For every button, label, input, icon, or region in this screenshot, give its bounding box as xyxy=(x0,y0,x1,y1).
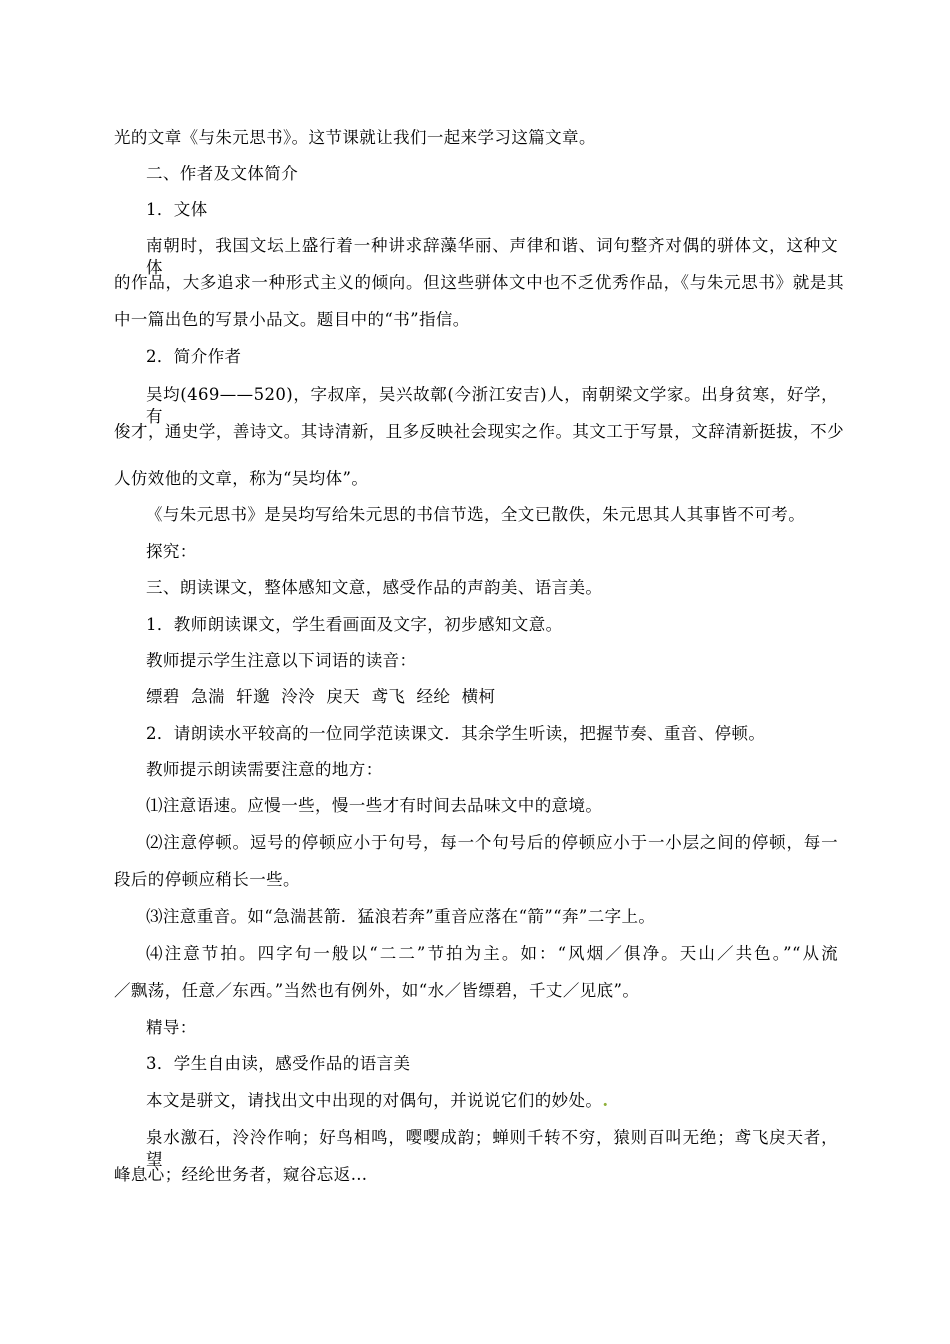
text-line: 1．教师朗读课文，学生看画面及文字，初步感知文意。 xyxy=(146,615,563,634)
text-line: 2．请朗读水平较高的一位同学范读课文．其余学生听读，把握节奏、重音、停顿。 xyxy=(146,724,766,743)
text-line: 吴均(469——520)，字叔庠，吴兴故鄣(今浙江安吉)人，南朝梁文学家。出身贫寒，好学，有 xyxy=(146,385,838,426)
text-line: 南朝时，我国文坛上盛行着一种讲求辞藻华丽、声律和谐、词句整齐对偶的骈体文，这种文体 xyxy=(146,236,838,277)
green-dot-mark: . xyxy=(602,1091,609,1110)
subsection-heading: 3．学生自由读，感受作品的语言美 xyxy=(146,1054,411,1073)
vocabulary-list: 缥碧 急湍 轩邈 泠泠 戾天 鸢飞 经纶 横柯 xyxy=(146,687,496,706)
subsection-heading: 2．简介作者 xyxy=(146,347,242,366)
subsection-heading: 1．文体 xyxy=(146,200,208,219)
text-line: 泉水激石，泠泠作响；好鸟相鸣，嘤嘤成韵；蝉则千转不穷，猿则百叫无绝；鸢飞戾天者，望 xyxy=(146,1128,838,1169)
label-text: 探究： xyxy=(146,542,197,561)
text-line: 峰息心；经纶世务者，窥谷忘返… xyxy=(114,1165,368,1184)
text-line: ⑵注意停顿。逗号的停顿应小于句号，每一个句号后的停顿应小于一小层之间的停顿，每一 xyxy=(146,833,838,852)
text-line: ⑷注意节拍。四字句一般以“二二”节拍为主。如：“风烟／俱净。天山／共色。”“从流 xyxy=(146,944,838,963)
text-line: 的作品，大多追求一种形式主义的倾向。但这些骈体文中也不乏优秀作品，《与朱元思书》就是其 xyxy=(114,273,844,292)
text-content: 本文是骈文，请找出文中出现的对偶句，并说说它们的妙处。 xyxy=(146,1091,603,1110)
text-line: 中一篇出色的写景小品文。题目中的“书”指信。 xyxy=(114,310,470,329)
text-line: 光的文章《与朱元思书》。这节课就让我们一起来学习这篇文章。 xyxy=(114,128,596,147)
text-line: 人仿效他的文章，称为“吴均体”。 xyxy=(114,469,369,488)
text-line: ／飘荡，任意／东西。”当然也有例外，如“水／皆缥碧，千丈／见底”。 xyxy=(114,981,640,1000)
text-line: 教师提示学生注意以下词语的读音： xyxy=(146,651,417,670)
label-text: 精导： xyxy=(146,1018,197,1037)
text-line: ⑴注意语速。应慢一些，慢一些才有时间去品味文中的意境。 xyxy=(146,796,603,815)
text-line: 俊才，通史学，善诗文。其诗清新，且多反映社会现实之作。其文工于写景，文辞清新挺拔，不少 xyxy=(114,422,844,441)
text-line: ⑶注意重音。如“急湍甚箭．猛浪若奔”重音应落在“箭”“奔”二字上。 xyxy=(146,907,656,926)
text-line: 教师提示朗读需要注意的地方： xyxy=(146,760,383,779)
section-heading: 二、作者及文体简介 xyxy=(146,164,299,183)
text-line: 《与朱元思书》是吴均写给朱元思的书信节选，全文已散佚，朱元思其人其事皆不可考。 xyxy=(146,505,806,524)
text-line: 段后的停顿应稍长一些。 xyxy=(114,870,300,889)
section-heading: 三、朗读课文，整体感知文意，感受作品的声韵美、语言美。 xyxy=(146,578,603,597)
text-line xyxy=(146,1090,876,1112)
